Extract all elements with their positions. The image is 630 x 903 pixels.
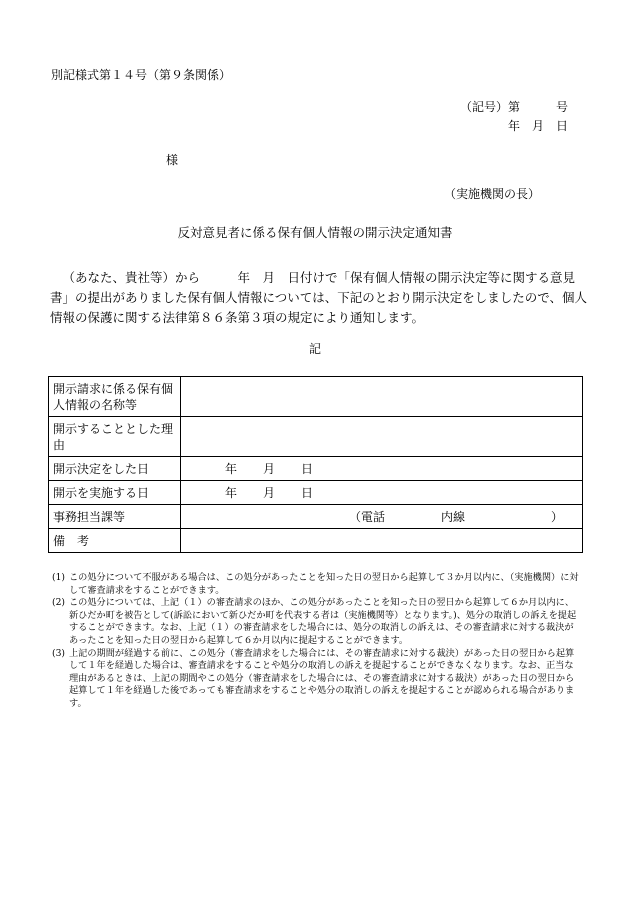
day-label: 日 xyxy=(301,461,314,476)
table-row xyxy=(49,529,583,553)
row-value-remarks xyxy=(181,529,583,553)
info-table xyxy=(48,376,583,553)
table-row xyxy=(49,457,583,481)
ki-heading: 記 xyxy=(308,342,321,356)
body-text: （あなた、貴社等）から 年 月 日付けで「保有個人情報の開示決定等に関する意見書」の提出がありました保有個人情報については、下記のとおり開示決定をしましたので、個人情報の保護に関する法律第８６条第３項の規定により通知します。 xyxy=(50,270,588,325)
row-value-info-name xyxy=(181,377,583,417)
row-label-remarks: 備 考 xyxy=(49,529,181,553)
row-value-decision-date xyxy=(181,457,583,481)
note-number: (3) xyxy=(52,647,66,659)
form-number: 別記様式第１４号（第９条関係） xyxy=(51,68,232,82)
note-item xyxy=(52,597,582,647)
note-item xyxy=(52,648,582,711)
year-label: 年 xyxy=(225,485,238,500)
document-title: 反対意見者に係る保有個人情報の開示決定通知書 xyxy=(177,225,453,240)
tel-open: （電話 xyxy=(349,509,386,524)
note-text: この処分については、上記（１）の審査請求のほか、この処分があったことを知った日の翌日から起算して６か月以内に、新ひだか町を被告として(訴訟において新ひだか町を代表する者は（実施機関等）となります。)、処分の取消しの訴えを提起することができます。なお、上記（１）の審査請求をした場合には、処分の取消しの訴えは、その審査請求に対する裁決があったことを知った日の翌日から起算して６か月以内に提起することができます。 xyxy=(69,597,577,646)
issue-date: 年 月 日 xyxy=(507,119,568,133)
row-label-decision-date: 開示決定をした日 xyxy=(49,457,181,481)
year-label: 年 xyxy=(225,461,238,476)
row-label-info-name: 開示請求に係る保有個人情報の名称等 xyxy=(49,377,181,417)
row-value-department xyxy=(181,505,583,529)
note-text: 上記の期間が経過する前に、この処分（審査請求をした場合には、その審査請求に対する裁決）があった日の翌日から起算して１年を経過した場合は、審査請求をすることや処分の取消しの訴えを提起することができなくなります。なお、正当な理由があるときは、上記の期間やこの処分（審査請求をした場合には、その審査請求に対する裁決）があった日の翌日から起算して１年を経過した後であっても審査請求をすることや処分の取消しの訴えを提起することが認められる場合があります。 xyxy=(69,647,575,709)
note-number: (1) xyxy=(52,572,66,583)
row-label-department: 事務担当課等 xyxy=(49,505,181,529)
table-row xyxy=(49,481,583,505)
row-label-disclosure-date: 開示を実施する日 xyxy=(49,481,181,505)
row-label-reason: 開示することとした理由 xyxy=(49,417,181,457)
reference-number: （記号）第 号 xyxy=(459,100,568,114)
issuer: （実施機関の長） xyxy=(443,187,540,201)
note-number: (2) xyxy=(52,597,66,609)
row-value-reason xyxy=(181,417,583,457)
table-row xyxy=(49,377,583,417)
extension-label: 内線 xyxy=(441,509,466,524)
day-label: 日 xyxy=(301,485,314,500)
tel-close: ） xyxy=(551,509,564,524)
table-row xyxy=(49,417,583,457)
month-label: 月 xyxy=(263,485,276,500)
note-item xyxy=(52,572,582,597)
month-label: 月 xyxy=(263,461,276,476)
addressee: 様 xyxy=(166,153,179,167)
notes xyxy=(52,572,582,711)
row-value-disclosure-date xyxy=(181,481,583,505)
note-text: この処分について不服がある場合は、この処分があったことを知った日の翌日から起算して３か月以内に、（実施機関）に対して審査請求をすることができます。 xyxy=(69,572,579,596)
table-row xyxy=(49,505,583,529)
